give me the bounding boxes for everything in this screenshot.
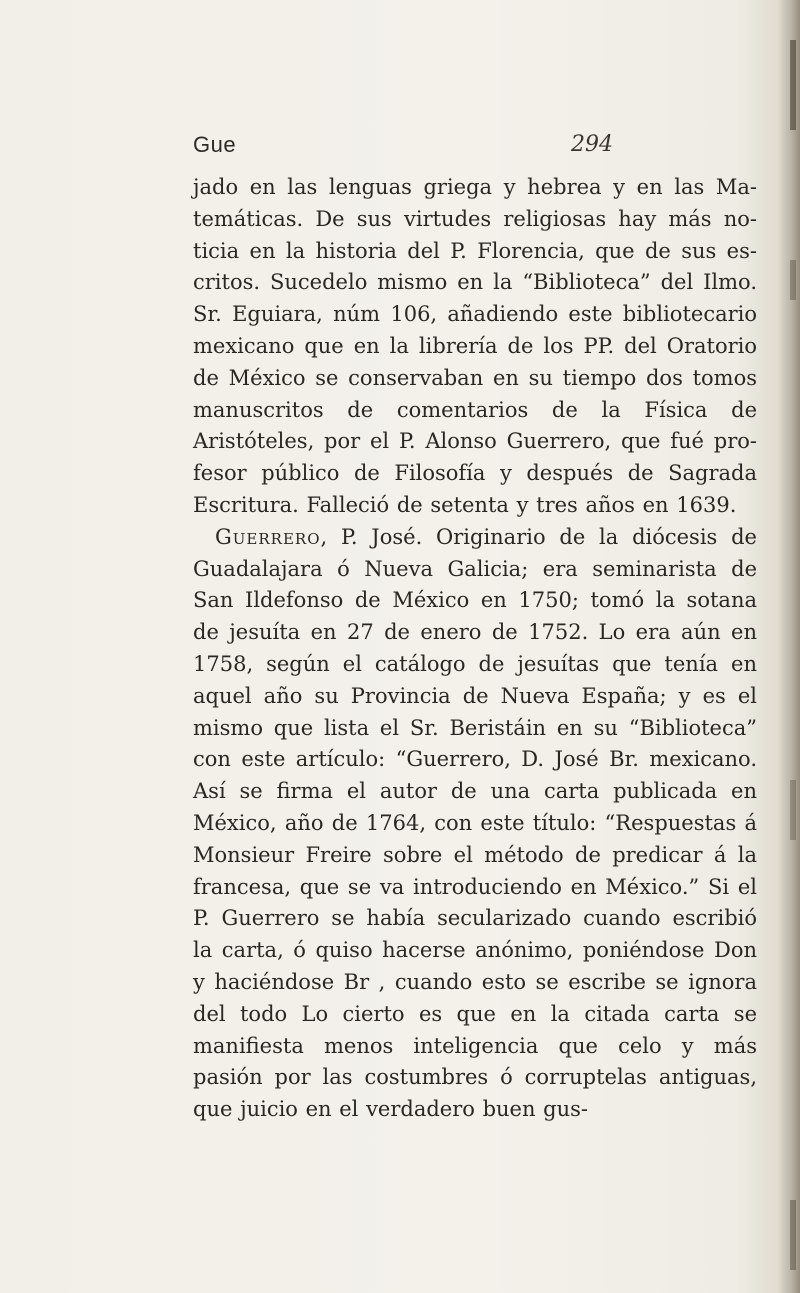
page-edge-mark: [790, 1200, 796, 1270]
page-edge-shadow: [778, 0, 800, 1293]
entry-name: Guerrero: [215, 524, 321, 549]
page-header: [193, 132, 613, 164]
page-edge-mark: [790, 260, 796, 300]
paragraph-entry-guerrero: [193, 522, 757, 1126]
page-edge-mark: [790, 40, 796, 130]
running-head: Gue: [193, 132, 237, 157]
entry-text: , P. José. Originario de la diócesis de Guadalajara ó Nueva Galicia; era seminarista de San Ildefonso de México en 1750; tomó la sotana de jesuíta en 27 de enero de 1752. Lo era aún en 1758, según el catálogo de jesuítas que tenía en aquel año su Provincia de Nueva España; y es el mismo que lista el Sr. Beristáin en su “Biblioteca” con este artículo: “Guerrero, D. José Br. mexicano. Así se firma el autor de una carta publicada en México, año de 1764, con este título: “Respuestas á Monsieur Freire sobre el método de predicar á la francesa, que se va introduciendo en México.” Si el P. Guerrero se había secularizado cuando escribió la carta, ó quiso hacerse anónimo, poniéndose Don y haciéndose Br , cuando esto se escribe se ignora del todo Lo cierto es que en la citada carta se manifiesta menos inteligencia que celo y más pasión por las costumbres ó corruptelas antiguas, que juicio en el verdadero buen gus-: [193, 524, 757, 1122]
body-text: [193, 172, 757, 1126]
page-number: 294: [571, 132, 613, 157]
paragraph-continuation: jado en las lenguas griega y hebrea y en las Matemáticas. De sus virtudes religiosas hay más noticia en la historia del P. Florencia, que de sus escritos. Sucedelo mismo en la “Biblioteca” del Ilmo. Sr. Eguiara, núm 106, añadiendo este bibliotecario mexicano que en la librería de los PP. del Oratorio de México se conservaban en su tiempo dos tomos manuscritos de comentarios de la Física de Aristóteles, por el P. Alonso Guerrero, que fué profesor público de Filosofía y después de Sagrada Escritura. Falleció de setenta y tres años en 1639.: [193, 175, 757, 517]
page-edge-mark: [790, 780, 796, 840]
